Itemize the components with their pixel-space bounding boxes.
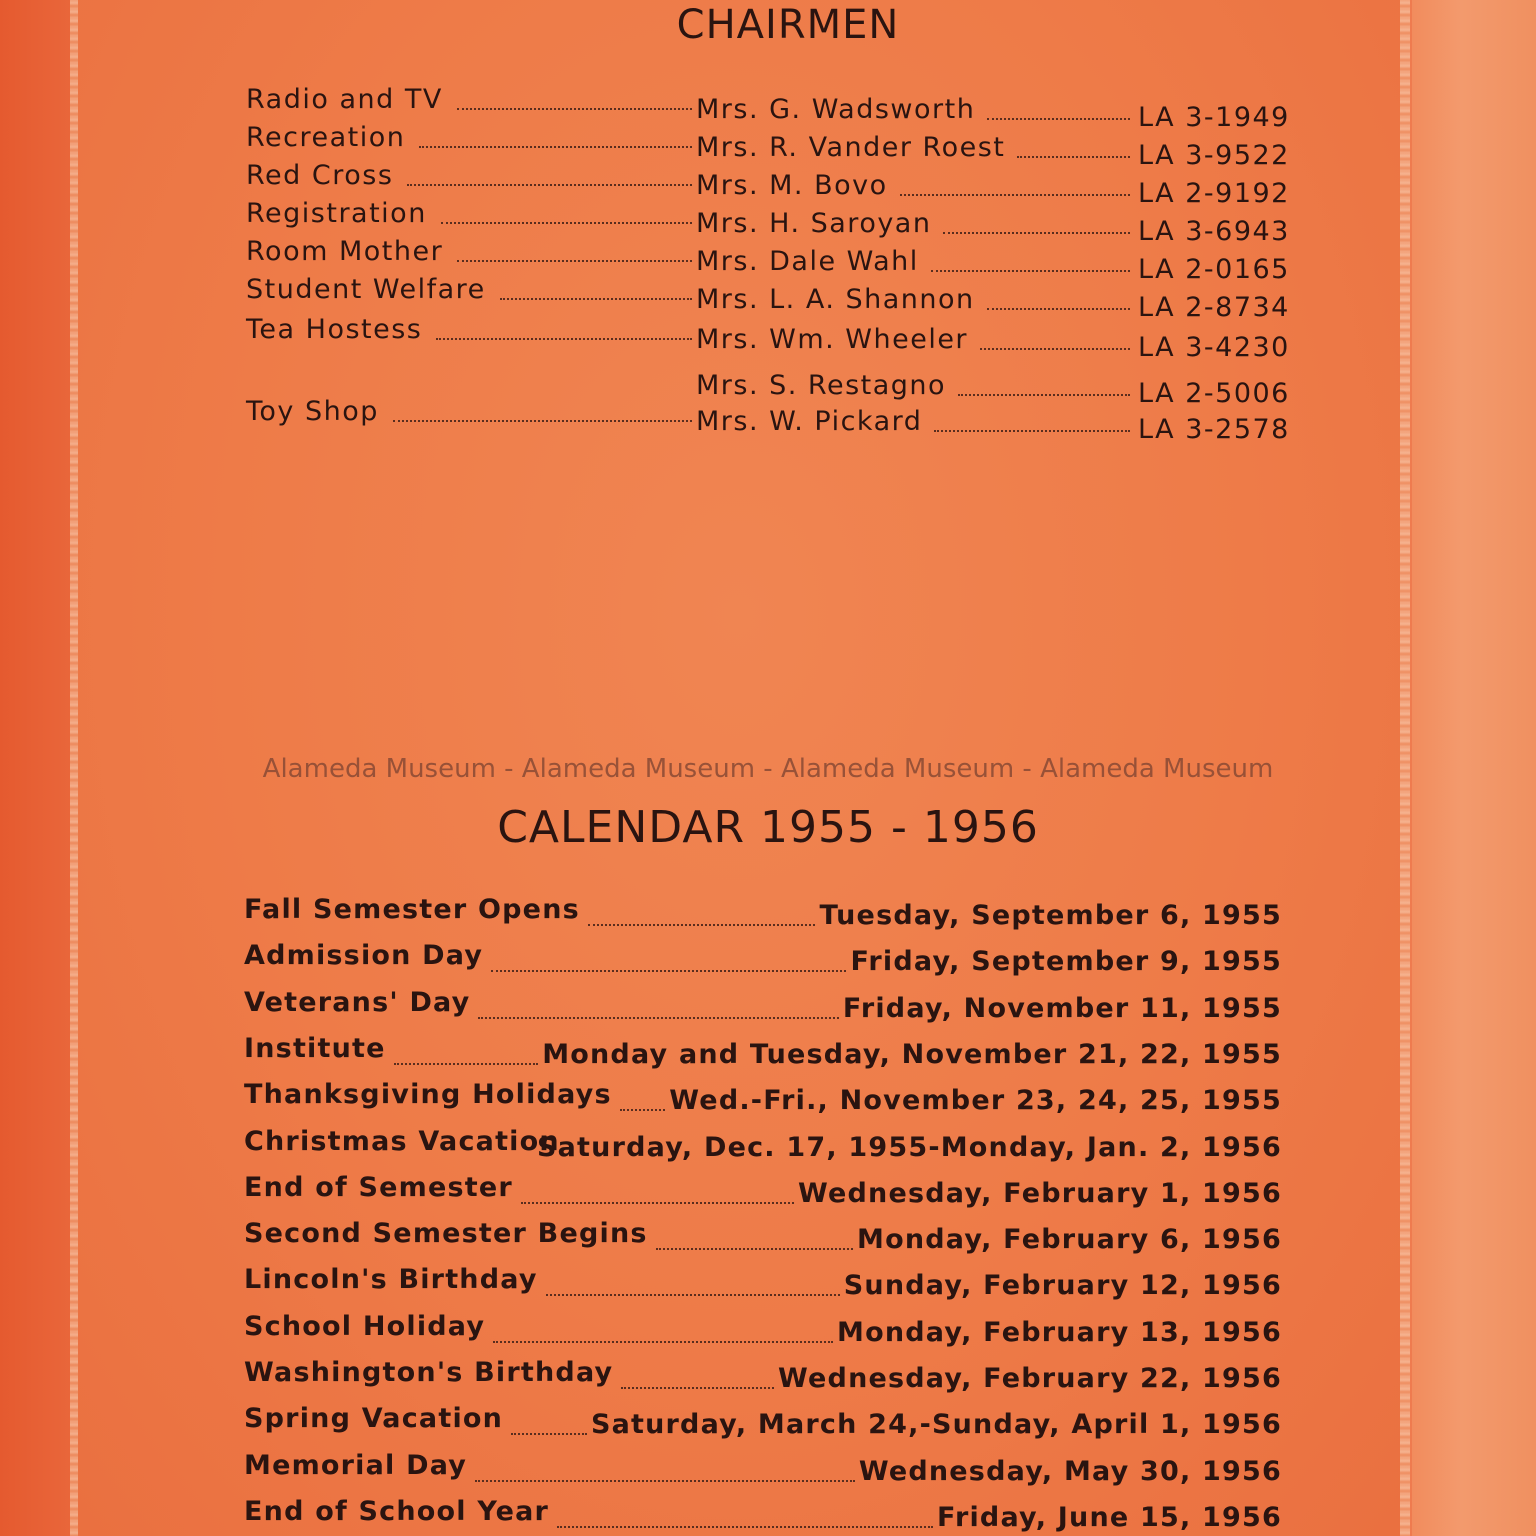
calendar-event: Thanksgiving Holidays	[244, 1079, 612, 1110]
leader-dots	[478, 1017, 839, 1019]
calendar-event: Lincoln's Birthday	[244, 1264, 538, 1295]
calendar-event: Christmas Vacation	[244, 1126, 560, 1157]
calendar-date: Wed.-Fri., November 23, 24, 25, 1955	[669, 1085, 1282, 1116]
calendar-row	[0, 1262, 1536, 1302]
calendar-event: End of Semester	[244, 1172, 513, 1203]
chairman-name: Mrs. H. Saroyan	[696, 208, 932, 239]
leader-dots	[407, 184, 692, 186]
calendar-date: Wednesday, February 22, 1956	[778, 1363, 1282, 1394]
phone-number: LA 2-9192	[1138, 178, 1290, 209]
calendar-row	[0, 1124, 1536, 1164]
calendar-event: End of School Year	[244, 1496, 550, 1527]
phone-number: LA 2-0165	[1138, 254, 1290, 285]
chairmen-row	[0, 312, 1536, 363]
leader-dots	[521, 1202, 794, 1204]
calendar-event: Second Semester Begins	[244, 1218, 648, 1249]
leader-dots	[557, 1526, 933, 1528]
calendar-event: Washington's Birthday	[244, 1357, 614, 1388]
calendar-date: Saturday, Dec. 17, 1955-Monday, Jan. 2, 1956	[536, 1132, 1282, 1163]
committee-name: Recreation	[246, 122, 406, 153]
committee-name: Radio and TV	[246, 84, 443, 115]
leader-dots	[419, 146, 692, 148]
calendar-date: Sunday, February 12, 1956	[843, 1270, 1282, 1301]
chairman-name: Mrs. R. Vander Roest	[696, 132, 1006, 163]
calendar-row	[0, 1494, 1536, 1534]
leader-dots	[621, 1387, 774, 1389]
chairman-name: Mrs. Wm. Wheeler	[696, 324, 969, 355]
chairman-name: Mrs. Dale Wahl	[696, 246, 919, 277]
chairman-name: Mrs. L. A. Shannon	[696, 284, 975, 315]
calendar-date: Monday, February 13, 1956	[837, 1317, 1282, 1348]
phone-number: LA 2-5006	[1138, 378, 1290, 409]
leader-dots	[588, 924, 815, 926]
calendar-date: Friday, June 15, 1956	[937, 1502, 1282, 1533]
phone-number: LA 3-4230	[1138, 332, 1290, 363]
chairmen-heading: CHAIRMEN	[676, 2, 900, 48]
chairmen-row	[0, 82, 1536, 133]
chairmen-row	[0, 120, 1536, 171]
leader-dots	[656, 1248, 853, 1250]
leader-dots	[457, 108, 692, 110]
leader-dots	[393, 420, 692, 422]
leader-dots	[500, 298, 692, 300]
chairman-name: Mrs. S. Restagno	[696, 370, 947, 401]
calendar-row	[0, 938, 1536, 978]
calendar-heading: CALENDAR 1955 - 1956	[497, 802, 1039, 853]
leader-dots	[934, 430, 1130, 432]
chairman-name: Mrs. W. Pickard	[696, 406, 923, 437]
chairmen-row	[0, 158, 1536, 209]
calendar-event: School Holiday	[244, 1311, 486, 1342]
phone-number: LA 3-6943	[1138, 216, 1290, 247]
calendar-row	[0, 1448, 1536, 1488]
calendar-event: Admission Day	[244, 940, 484, 971]
committee-name: Red Cross	[246, 160, 394, 191]
calendar-event: Memorial Day	[244, 1450, 468, 1481]
calendar-event: Institute	[244, 1033, 386, 1064]
calendar-date: Monday, February 6, 1956	[857, 1224, 1282, 1255]
calendar-date: Monday and Tuesday, November 21, 22, 1955	[542, 1039, 1282, 1070]
calendar-row	[0, 1077, 1536, 1117]
calendar-date: Tuesday, September 6, 1955	[819, 900, 1282, 931]
leader-dots	[980, 348, 1130, 350]
phone-number: LA 2-8734	[1138, 292, 1290, 323]
leader-dots	[475, 1480, 855, 1482]
phone-number: LA 3-9522	[1138, 140, 1290, 171]
leader-dots	[546, 1294, 840, 1296]
committee-name: Student Welfare	[246, 274, 486, 305]
leader-dots	[620, 1109, 665, 1111]
calendar-event: Veterans' Day	[244, 987, 471, 1018]
leader-dots	[394, 1063, 538, 1065]
chairmen-row	[0, 394, 1536, 445]
committee-name: Tea Hostess	[246, 314, 423, 345]
calendar-row	[0, 1031, 1536, 1071]
chairmen-row	[0, 234, 1536, 285]
calendar-row	[0, 1355, 1536, 1395]
calendar-row	[0, 1216, 1536, 1256]
chairmen-row	[0, 196, 1536, 247]
calendar-row	[0, 892, 1536, 932]
leader-dots	[436, 338, 692, 340]
leader-dots	[491, 970, 846, 972]
watermark: Alameda Museum - Alameda Museum - Alameda Museum - Alameda Museum	[262, 754, 1274, 784]
leader-dots	[441, 222, 692, 224]
leader-dots	[987, 308, 1130, 310]
calendar-event: Spring Vacation	[244, 1403, 504, 1434]
leader-dots	[493, 1341, 833, 1343]
calendar-row	[0, 1170, 1536, 1210]
calendar-date: Saturday, March 24,-Sunday, April 1, 1956	[590, 1409, 1282, 1440]
calendar-row	[0, 1309, 1536, 1349]
chairman-name: Mrs. G. Wadsworth	[696, 94, 976, 125]
committee-name: Toy Shop	[246, 396, 379, 427]
calendar-row	[0, 985, 1536, 1025]
committee-name: Room Mother	[246, 236, 444, 267]
calendar-event: Fall Semester Opens	[244, 894, 580, 925]
phone-number: LA 3-2578	[1138, 414, 1290, 445]
chairmen-row	[0, 358, 1536, 409]
calendar-date: Friday, September 9, 1955	[850, 946, 1282, 977]
chairmen-row	[0, 272, 1536, 323]
leader-dots	[511, 1433, 587, 1435]
committee-name: Registration	[246, 198, 427, 229]
chairman-name: Mrs. M. Bovo	[696, 170, 888, 201]
calendar-date: Friday, November 11, 1955	[842, 993, 1282, 1024]
calendar-date: Wednesday, February 1, 1956	[798, 1178, 1282, 1209]
phone-number: LA 3-1949	[1138, 102, 1290, 133]
calendar-row	[0, 1401, 1536, 1441]
leader-dots	[457, 260, 692, 262]
calendar-date: Wednesday, May 30, 1956	[858, 1456, 1282, 1487]
